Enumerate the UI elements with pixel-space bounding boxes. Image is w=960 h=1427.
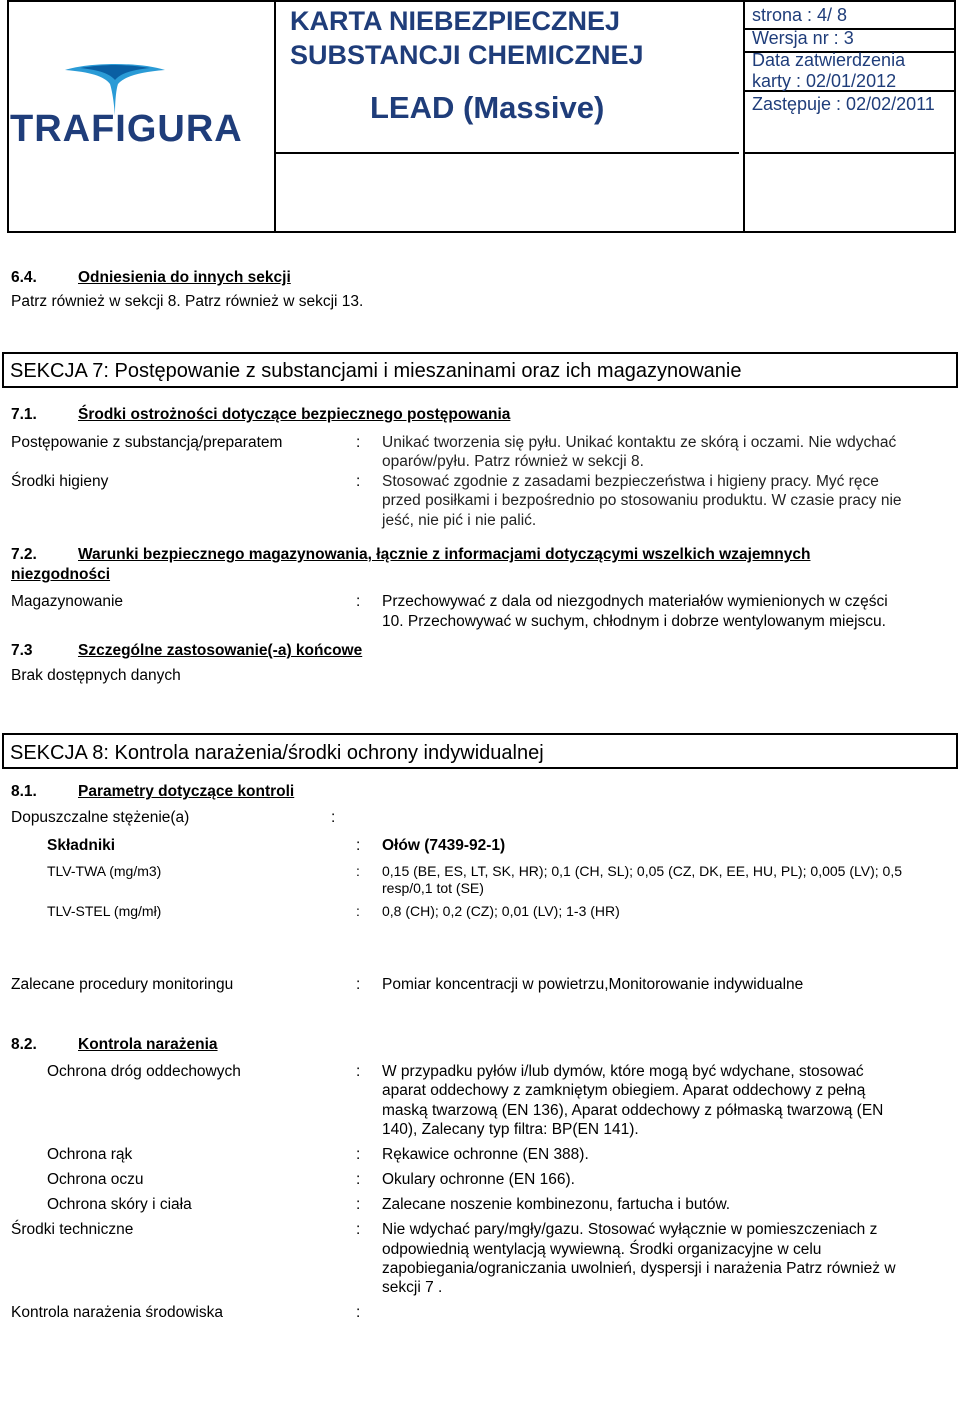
field-value: sekcji 7 .: [382, 1279, 443, 1296]
colon: :: [356, 1304, 361, 1321]
limit-value: 0,8 (CH); 0,2 (CZ); 0,01 (LV); 1-3 (HR): [382, 903, 620, 919]
field-label: Magazynowanie: [11, 593, 124, 610]
colon: :: [356, 1171, 361, 1188]
field-value: aparat oddechowy z zamkniętym obiegiem. Aparat oddechowy z pełną: [382, 1082, 866, 1099]
field-value: odpowiednią wentylacją wywiewną. Środki organizacyjne w celu: [382, 1241, 822, 1258]
table-header-label: Składniki: [47, 837, 116, 854]
field-value: przed posiłkami i bezpośrednio po stosowaniu produktu. W czasie pracy nie: [382, 492, 902, 509]
header-divider: [276, 152, 739, 154]
header-divider: [745, 152, 954, 154]
limit-value: resp/0,1 tot (SE): [382, 880, 484, 896]
colon: :: [356, 434, 361, 451]
section-number: 6.4.: [11, 269, 37, 286]
field-value: W przypadku pyłów i/lub dymów, które mogą być wdychane, stosować: [382, 1063, 864, 1080]
section-number: 7.2.: [11, 546, 37, 563]
colon: :: [356, 593, 361, 610]
section-number: 8.1.: [11, 783, 37, 800]
field-value: Przechowywać z dala od niezgodnych materiałów wymienionych w części: [382, 593, 888, 610]
field-label: Postępowanie z substancją/preparatem: [11, 434, 283, 451]
colon: :: [356, 976, 361, 993]
replaces-date: Zastępuje : 02/02/2011: [752, 94, 935, 114]
colon: :: [356, 863, 360, 879]
product-name: LEAD (Massive): [370, 90, 605, 125]
limit-value: 0,15 (BE, ES, LT, SK, HR); 0,1 (CH, SL); 0,05 (CZ, DK, EE, HU, PL); 0,005 (LV); 0,5: [382, 863, 902, 879]
page-number: strona : 4/ 8: [752, 5, 848, 25]
ingredient-name: Ołów (7439-92-1): [382, 837, 506, 854]
header-divider: [274, 2, 276, 231]
field-label: Zalecane procedury monitoringu: [11, 976, 234, 993]
colon: :: [331, 809, 336, 826]
section-title: Odniesienia do innych sekcji: [78, 269, 291, 286]
section-heading: SEKCJA 7: Postępowanie z substancjami i mieszaninami oraz ich magazynowanie: [10, 360, 742, 382]
limit-label: TLV-STEL (mg/mł): [47, 903, 162, 919]
field-label: Ochrona oczu: [47, 1171, 144, 1188]
section-title: niezgodności: [11, 566, 111, 583]
colon: :: [356, 837, 361, 854]
field-label: Dopuszczalne stężenie(a): [11, 809, 190, 826]
section-number: 7.1.: [11, 406, 37, 423]
field-label: Ochrona dróg oddechowych: [47, 1063, 241, 1080]
header-divider: [743, 2, 745, 231]
colon: :: [356, 1221, 361, 1238]
section-title: Szczególne zastosowanie(-a) końcowe: [78, 642, 363, 659]
field-value: oparów/pyłu. Patrz również w sekcji 8.: [382, 453, 644, 470]
field-label: Ochrona rąk: [47, 1146, 133, 1163]
document-title-line2: SUBSTANCJI CHEMICZNEJ: [290, 40, 644, 70]
paragraph: Patrz również w sekcji 8. Patrz również w sekcji 13.: [11, 293, 364, 310]
colon: :: [356, 1063, 361, 1080]
limit-label: TLV-TWA (mg/m3): [47, 863, 162, 879]
field-value: jeść, nie pić i nie palić.: [382, 512, 537, 529]
field-value: zapobiegania/ograniczania uwolnień, dyspersji i narażenia Patrz również w: [382, 1260, 896, 1277]
field-label: Środki techniczne: [11, 1221, 134, 1238]
field-value: Pomiar koncentracji w powietrzu,Monitorowanie indywidualne: [382, 976, 804, 993]
section-title: Parametry dotyczące kontroli: [78, 783, 295, 800]
section-heading: SEKCJA 8: Kontrola narażenia/środki ochrony indywidualnej: [10, 742, 544, 764]
field-label: Ochrona skóry i ciała: [47, 1196, 192, 1213]
version-number: Wersja nr : 3: [752, 28, 854, 48]
field-value: 10. Przechowywać w suchym, chłodnym i dobrze wentylowanym miejscu.: [382, 613, 886, 630]
colon: :: [356, 1196, 361, 1213]
paragraph: Brak dostępnych danych: [11, 667, 181, 684]
document-title-line1: KARTA NIEBEZPIECZNEJ: [290, 6, 621, 36]
approval-date: karty : 02/01/2012: [752, 71, 897, 91]
section-number: 7.3: [11, 642, 33, 659]
field-value: Rękawice ochronne (EN 388).: [382, 1146, 589, 1163]
colon: :: [356, 903, 360, 919]
section-number: 8.2.: [11, 1036, 37, 1053]
field-value: Zalecane noszenie kombinezonu, fartucha i butów.: [382, 1196, 731, 1213]
field-value: maską twarzową (EN 136), Aparat oddechowy z półmaską twarzową (EN: [382, 1102, 884, 1119]
field-label: Kontrola narażenia środowiska: [11, 1304, 223, 1321]
section-title: Środki ostrożności dotyczące bezpiecznego postępowania: [78, 406, 511, 423]
field-label: Środki higieny: [11, 473, 109, 490]
field-value: Unikać tworzenia się pyłu. Unikać kontaktu ze skórą i oczami. Nie wdychać: [382, 434, 897, 451]
logo-wordmark: TRAFIGURA: [10, 108, 243, 150]
field-value: Okulary ochronne (EN 166).: [382, 1171, 575, 1188]
field-value: 140), Zalecany typ filtra: BP(EN 141).: [382, 1121, 639, 1138]
colon: :: [356, 473, 361, 490]
section-title: Warunki bezpiecznego magazynowania, łącznie z informacjami dotyczącymi wszelkich wzajemnych: [78, 546, 811, 563]
approval-label: Data zatwierdzenia: [752, 50, 906, 70]
section-title: Kontrola narażenia: [78, 1036, 218, 1053]
colon: :: [356, 1146, 361, 1163]
section-heading-box: [2, 352, 958, 388]
field-value: Nie wdychać pary/mgły/gazu. Stosować wyłącznie w pomieszczeniach z: [382, 1221, 878, 1238]
section-heading-box: [2, 733, 958, 769]
field-value: Stosować zgodnie z zasadami bezpieczeństwa i higieny pracy. Myć ręce: [382, 473, 879, 490]
